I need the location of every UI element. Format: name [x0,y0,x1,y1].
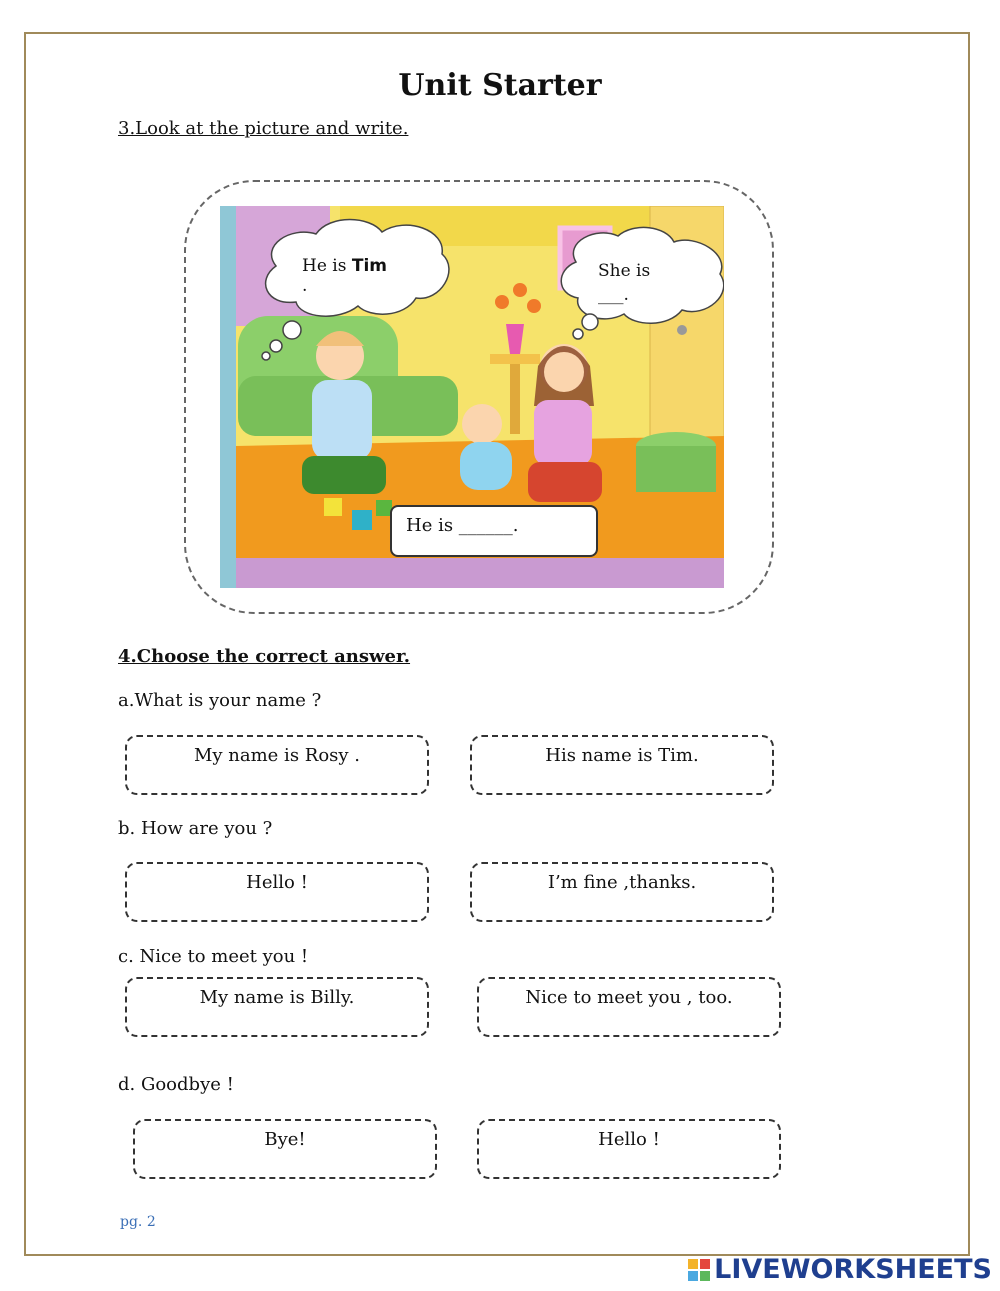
option-b-2[interactable]: I’m fine ,thanks. [470,862,774,922]
option-d-2[interactable]: Hello ! [477,1119,781,1179]
he-is-answer-box[interactable]: He is ______. [390,505,598,557]
bubble-right-text [598,259,650,307]
page-number: pg. 2 [120,1214,156,1230]
bubble-left-suffix: . [302,276,308,296]
option-d-1[interactable]: Bye! [133,1119,437,1179]
logo-squares-icon [688,1259,710,1281]
option-b-1[interactable]: Hello ! [125,862,429,922]
question-d: d. Goodbye ! [118,1074,234,1095]
question-c: c. Nice to meet you ! [118,946,309,967]
logo-text: LIVEWORKSHEETS [714,1254,992,1285]
option-a-1[interactable]: My name is Rosy . [125,735,429,795]
bubble-left-name: Tim [351,256,387,276]
bubble-left-prefix: He is [302,256,352,276]
option-c-1[interactable]: My name is Billy. [125,977,429,1037]
bubble-right-blank[interactable]: ___. [598,285,629,305]
question-a: a.What is your name ? [118,690,322,711]
section-4-heading: 4.Choose the correct answer. [118,646,411,667]
question-b: b. How are you ? [118,818,273,839]
liveworksheets-logo [688,1254,992,1285]
option-a-2[interactable]: His name is Tim. [470,735,774,795]
section-3-heading: 3.Look at the picture and write. [118,118,409,139]
bubble-right-line1: She is [598,261,651,281]
bubble-left-text [302,256,387,296]
option-c-2[interactable]: Nice to meet you , too. [477,977,781,1037]
page-title: Unit Starter [398,68,602,103]
